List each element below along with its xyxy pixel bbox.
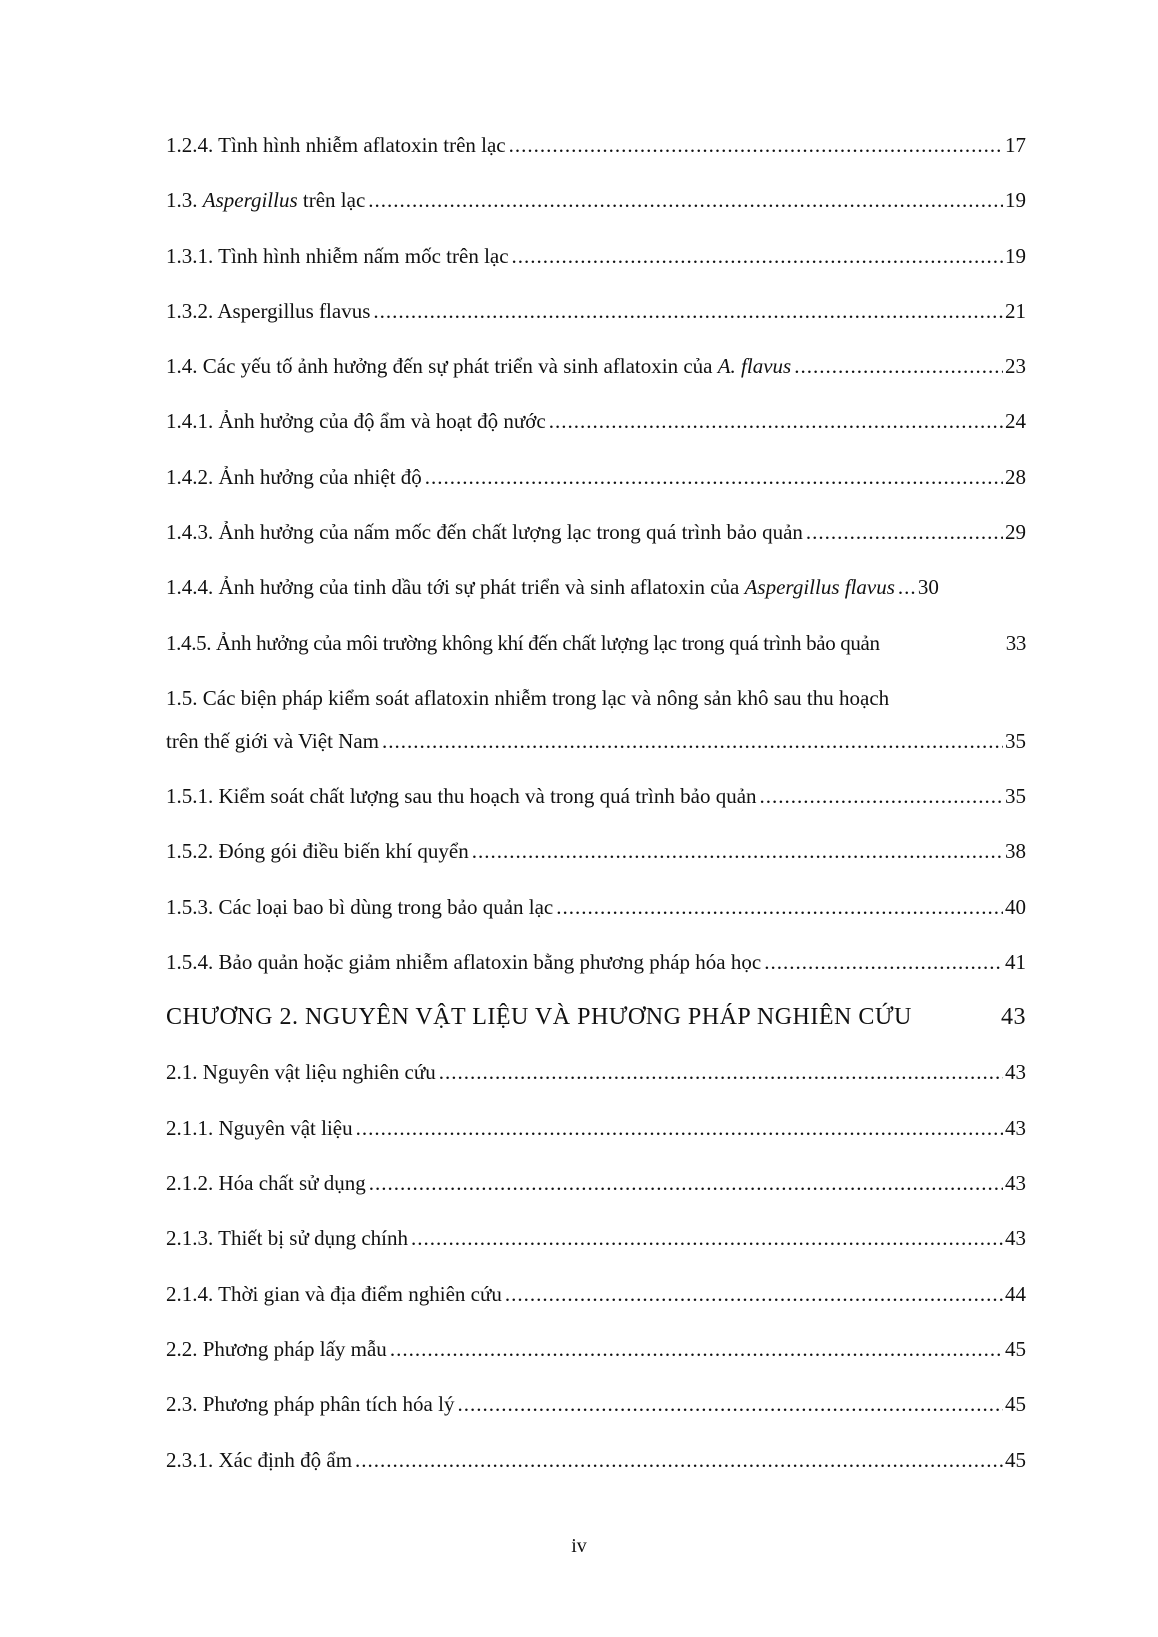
toc-entry-title: 1.4.2. Ảnh hưởng của nhiệt độ — [166, 464, 422, 489]
toc-entry-title: 1.5.3. Các loại bao bì dùng trong bảo quản lạc — [166, 894, 554, 919]
table-of-contents — [166, 118, 1026, 1488]
leader-dots — [382, 720, 1003, 763]
toc-entry-1-3-2[interactable] — [166, 284, 1026, 339]
toc-entry-1-2-4[interactable] — [166, 118, 1026, 173]
toc-entry-title: 2.1.1. Nguyên vật liệu — [166, 1115, 353, 1140]
toc-entry-page: 41 — [1005, 949, 1026, 974]
leader-dots — [806, 505, 1003, 560]
toc-entry-2-3-1[interactable] — [166, 1433, 1026, 1488]
toc-entry-title: 2.2. Phương pháp lấy mẫu — [166, 1336, 387, 1361]
leader-dots — [898, 560, 916, 615]
toc-entry-page: 19 — [1005, 243, 1026, 268]
toc-entry-2-3[interactable] — [166, 1377, 1026, 1432]
toc-entry-page: 43 — [1005, 1060, 1026, 1085]
toc-entry-page: 19 — [1005, 188, 1026, 213]
leader-dots — [356, 1101, 1003, 1156]
leader-dots — [368, 173, 1003, 228]
toc-entry-title: 1.3.1. Tình hình nhiễm nấm mốc trên lạc — [166, 243, 509, 268]
leader-dots — [549, 394, 1003, 449]
leader-dots — [794, 339, 1003, 394]
italic-term: Aspergillus flavus — [744, 575, 895, 600]
toc-entry-page: 43 — [1005, 1171, 1026, 1196]
toc-entry-2-1-4[interactable] — [166, 1267, 1026, 1322]
toc-entry-page: 33 — [1005, 630, 1026, 655]
toc-entry-2-1-1[interactable] — [166, 1101, 1026, 1156]
toc-entry-1-5-2[interactable] — [166, 824, 1026, 879]
leader-dots — [355, 1433, 1003, 1488]
toc-entry-title: 1.4.4. Ảnh hưởng của tinh dầu tới sự phát triển và sinh aflatoxin của Aspergillus flavus — [166, 575, 895, 600]
leader-dots — [505, 1267, 1003, 1322]
toc-entry-1-4-2[interactable] — [166, 450, 1026, 505]
toc-entry-title-line2: trên thế giới và Việt Nam — [166, 728, 379, 753]
italic-term: Aspergillus — [202, 188, 298, 213]
toc-entry-1-4-3[interactable] — [166, 505, 1026, 560]
toc-entry-title: 2.1.4. Thời gian và địa điểm nghiên cứu — [166, 1281, 502, 1306]
leader-dots — [764, 935, 1003, 990]
page-number: iv — [571, 1535, 587, 1557]
toc-entry-title: 2.1.2. Hóa chất sử dụng — [166, 1171, 366, 1196]
toc-entry-page: 35 — [1005, 728, 1026, 753]
toc-entry-page: 44 — [1005, 1281, 1026, 1306]
toc-entry-1-4-4[interactable] — [166, 560, 1026, 615]
toc-entry-page: 23 — [1005, 354, 1026, 379]
toc-entry-title: 1.3. Aspergillus trên lạc — [166, 188, 366, 213]
toc-entry-page: 35 — [1005, 783, 1026, 808]
toc-entry-1-4-1[interactable] — [166, 394, 1026, 449]
toc-entry-2-2[interactable] — [166, 1322, 1026, 1377]
toc-entry-title: 2.1.3. Thiết bị sử dụng chính — [166, 1226, 408, 1251]
toc-entry-page: 29 — [1005, 520, 1026, 545]
toc-entry-title: 1.3.2. Aspergillus flavus — [166, 298, 371, 323]
toc-entry-1-3[interactable] — [166, 173, 1026, 228]
toc-entry-title: 1.5.2. Đóng gói điều biến khí quyển — [166, 839, 469, 864]
toc-entry-page: 45 — [1005, 1447, 1026, 1472]
toc-entry-title: 1.4. Các yếu tố ảnh hưởng đến sự phát triển và sinh aflatoxin của A. flavus — [166, 354, 792, 379]
toc-entry-page: 28 — [1005, 464, 1026, 489]
leader-dots — [373, 284, 1003, 339]
toc-entry-title-line2-row — [166, 720, 1026, 763]
toc-entry-1-5-4[interactable] — [166, 935, 1026, 990]
toc-entry-title: 1.4.1. Ảnh hưởng của độ ẩm và hoạt độ nước — [166, 409, 546, 434]
toc-entry-title-line1: 1.5. Các biện pháp kiểm soát aflatoxin nhiễm trong lạc và nông sản khô sau thu hoạch — [166, 685, 890, 710]
leader-dots — [439, 1045, 1003, 1100]
leader-dots — [425, 450, 1003, 505]
toc-entry-1-5-3[interactable] — [166, 880, 1026, 935]
toc-entry-title: 2.1. Nguyên vật liệu nghiên cứu — [166, 1060, 436, 1085]
italic-term: A. flavus — [717, 354, 792, 379]
toc-entry-page: 43 — [1001, 1004, 1026, 1031]
toc-entry-title: 1.4.3. Ảnh hưởng của nấm mốc đến chất lượng lạc trong quá trình bảo quản — [166, 520, 803, 545]
leader-dots — [457, 1377, 1003, 1432]
toc-entry-1-5[interactable] — [166, 671, 1026, 769]
toc-entry-chapter-2[interactable] — [166, 990, 1026, 1045]
toc-entry-page: 38 — [1005, 839, 1026, 864]
toc-entry-page: 17 — [1005, 133, 1026, 157]
leader-dots — [760, 769, 1003, 824]
toc-entry-title: 2.3. Phương pháp phân tích hóa lý — [166, 1392, 455, 1417]
toc-entry-page: 24 — [1005, 409, 1026, 434]
toc-entry-page: 21 — [1005, 298, 1026, 323]
leader-dots — [472, 824, 1003, 879]
toc-entry-page: 40 — [1005, 894, 1026, 919]
toc-entry-page: 45 — [1005, 1392, 1026, 1417]
toc-entry-page: 43 — [1005, 1226, 1026, 1251]
toc-entry-page: 45 — [1005, 1336, 1026, 1361]
leader-dots — [556, 880, 1003, 935]
toc-entry-page: 43 — [1005, 1115, 1026, 1140]
toc-entry-1-4[interactable] — [166, 339, 1026, 394]
toc-entry-page: 30 — [917, 575, 939, 600]
toc-entry-2-1-2[interactable] — [166, 1156, 1026, 1211]
leader-dots — [411, 1211, 1003, 1266]
toc-entry-1-4-5[interactable] — [166, 616, 1026, 671]
leader-dots — [369, 1156, 1003, 1211]
leader-dots — [509, 118, 1003, 173]
toc-chapter-title: CHƯƠNG 2. NGUYÊN VẬT LIỆU VÀ PHƯƠNG PHÁP NGHIÊN CỨU — [166, 1004, 912, 1031]
toc-entry-title: 2.3.1. Xác định độ ẩm — [166, 1447, 353, 1472]
toc-entry-1-3-1[interactable] — [166, 229, 1026, 284]
toc-entry-2-1[interactable] — [166, 1045, 1026, 1100]
toc-entry-2-1-3[interactable] — [166, 1211, 1026, 1266]
toc-entry-1-5-1[interactable] — [166, 769, 1026, 824]
toc-entry-title: 1.5.1. Kiểm soát chất lượng sau thu hoạch và trong quá trình bảo quản — [166, 783, 757, 808]
leader-dots — [512, 229, 1003, 284]
leader-dots — [390, 1322, 1003, 1377]
toc-entry-title: 1.5.4. Bảo quản hoặc giảm nhiễm aflatoxin bằng phương pháp hóa học — [166, 949, 762, 974]
toc-entry-title: 1.4.5. Ảnh hưởng của môi trường không khí đến chất lượng lạc trong quá trình bảo quản — [166, 630, 880, 655]
toc-entry-title: 1.2.4. Tình hình nhiễm aflatoxin trên lạc — [166, 133, 506, 157]
